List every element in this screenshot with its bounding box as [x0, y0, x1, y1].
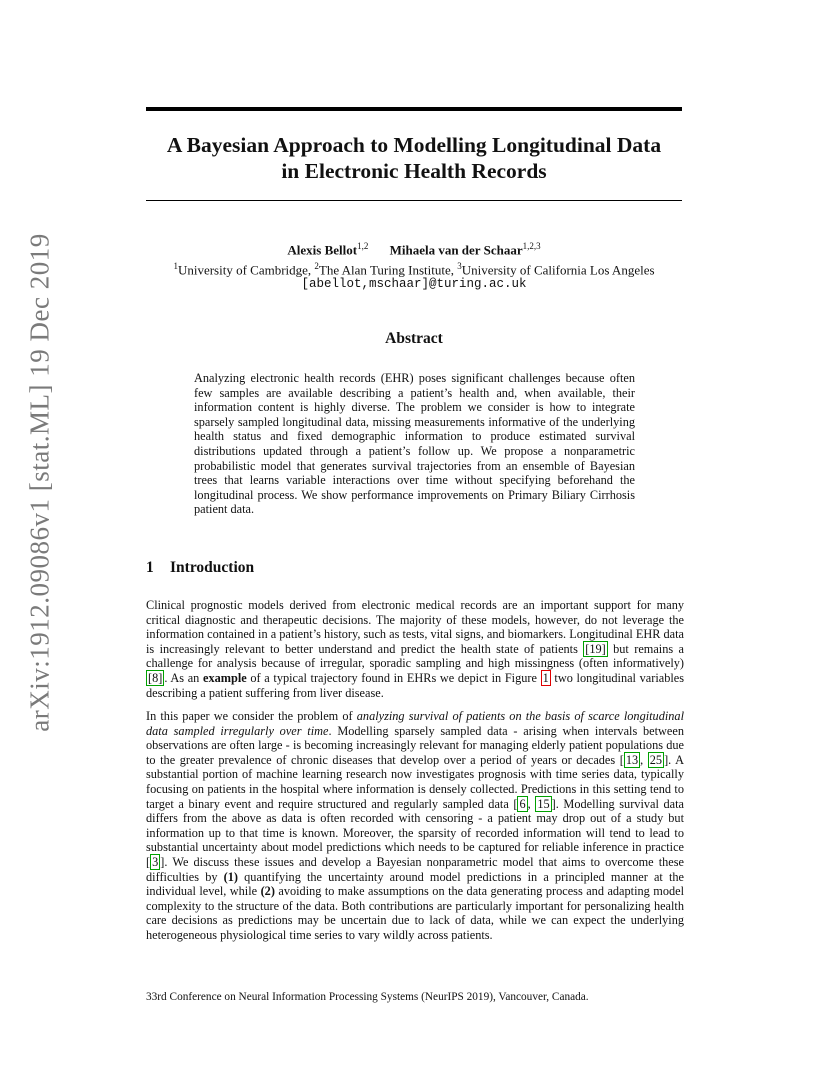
author-list [146, 237, 682, 259]
section-number: 1 [146, 559, 154, 576]
author-email[interactable]: [abellot,mschaar]@turing.ac.uk [301, 277, 527, 291]
affiliations: $^1$University of Cambridge, $^2$The Alan Turing Institute, $^3$University of California Los Angeles [173, 261, 655, 278]
abstract-text: Analyzing electronic health records (EHR) poses significant challenges because often few samples are available describing a patient’s health and, when available, their information content is highly diverse. The problem we consider is how to integrate sparsely sampled longitudinal data, missing measurements informative of the underlying health status and fixed demographic information to produce estimated survival distributions updated through a patient’s follow up. We propose a nonparametric probabilistic model that generates survival trajectories from an ensemble of Bayesian trees that learns variable interactions over time without specifying beforehand the longitudinal process. We show performance improvements on Primary Biliary Cirrhosis patient data. [194, 371, 635, 517]
section-title: Introduction [170, 559, 255, 576]
intro-paragraph-1: Clinical prognostic models derived from electronic medical records are an important support for many critical diagnostic and therapeutic decisions. The majority of these models, however, do not leverage the information contained in a patient’s history, such as tests, vital signs, and biomarkers. Longitudinal EHR data is increasingly relevant to better understand and predict the health state of patients [19] but remains a challenge for analysis because of irregular, sporadic sampling and high missingness (often informatively) [8] . As an example of a typical trajectory found in EHRs we depict in Figure 1 two longitudinal variables describing a patient suffering from liver disease. [146, 598, 685, 700]
citation-link[interactable]: 3 [152, 854, 159, 869]
arxiv-id: arXiv:1912.09086v1 [stat.ML] 19 Dec 2019 [24, 232, 55, 732]
citation-link[interactable]: 13 [625, 752, 639, 767]
section-heading [146, 559, 254, 577]
title-rule-top [146, 107, 682, 111]
title-line-2: in Electronic Health Records [281, 159, 547, 183]
citation-link[interactable]: 25 [649, 752, 663, 767]
author-2: Mihaela van der Schaar$^{1,2,3}$ [389, 241, 541, 258]
citation-link[interactable]: [8] [148, 670, 163, 685]
figure-link[interactable]: 1 [542, 670, 549, 685]
intro-paragraph-2: In this paper we consider the problem of analyzing survival of patients on the basis of scarce longitudinal data sampled irregularly over time. Modelling sparsely sampled data - arising when intervals between observations are often large - is becoming increasingly relevant for managing elderly patient populations due to the greater prevalence of chronic diseases that develop over a period of years or decades [ 13 , 25 ]. A substantial portion of machine learning research now investigates prognosis with time series data, typically focusing on patients in the hospital where information is densely collected. Predictions in this setting tend to target a binary event and require structured and regularly sampled data [ 6 , 15 ]. Modelling survival data differs from the above as data is often recorded with censoring - a patient may drop out of a study but information up to that time is known. Moreover, the sparsity of recorded information will tend to lead to substantial uncertainty about model predictions which needs to be captured for reliable inference in practice [ 3 ]. We discuss these issues and develop a Bayesian nonparametric model that aims to overcome these difficulties by (1) quantifying the uncertainty around model predictions in a principled manner at the individual level, while (2) avoiding to make assumptions on the data generating process and adapting model complexity to the structure of the data. Both contributions are particularly important for personalizing health care decisions as predictions may be uncertain due to lack of data, while we can expect the underlying heterogeneous physiological time series to vary wildly across patients. [146, 709, 684, 942]
title-line-1: A Bayesian Approach to Modelling Longitudinal Data [166, 133, 662, 157]
paper-title [146, 132, 682, 184]
abstract-heading: Abstract [385, 330, 443, 347]
citation-link[interactable]: 6 [519, 796, 526, 811]
conference-footnote: 33rd Conference on Neural Information Processing Systems (NeurIPS 2019), Vancouver, Canada. [146, 991, 589, 1003]
title-rule-bottom [146, 200, 682, 201]
citation-link[interactable]: 15 [537, 796, 550, 811]
author-1: Alexis Bellot$^{1,2}$ [287, 241, 369, 258]
arxiv-stamp [22, 232, 58, 732]
citation-link[interactable]: [19] [585, 641, 606, 656]
